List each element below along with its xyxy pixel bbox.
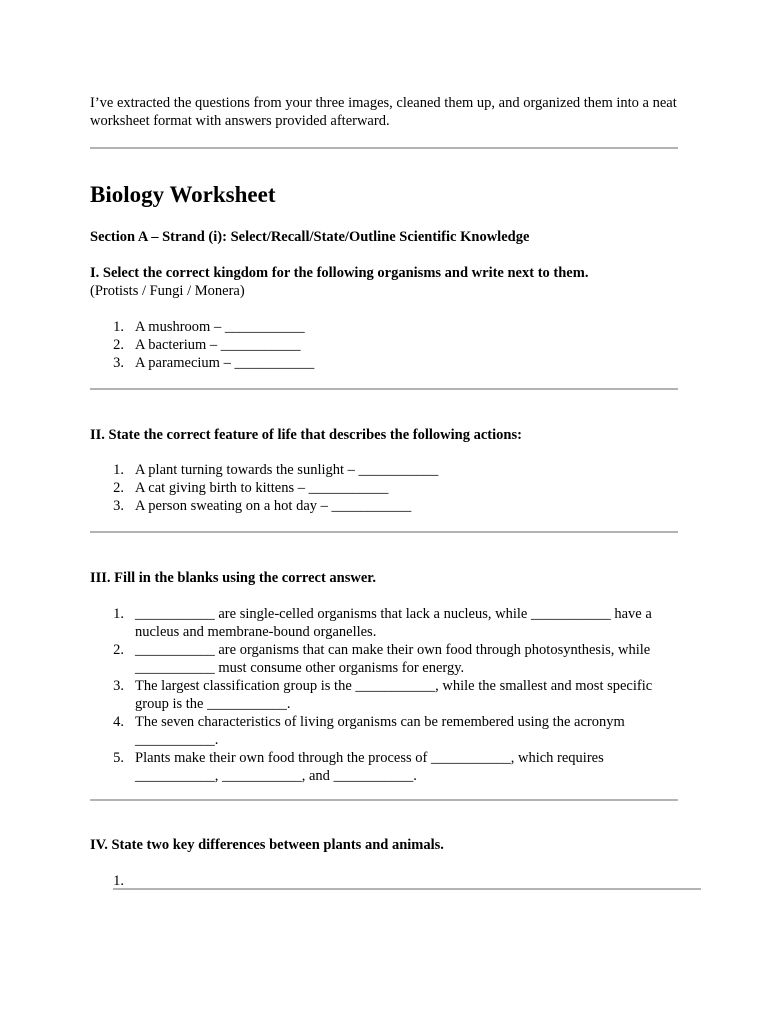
question-3-list (90, 605, 678, 785)
list-item: 3. A person sweating on a hot day – ___________ (113, 498, 412, 514)
question-2-heading: II. State the correct feature of life that describes the following actions: (90, 427, 522, 443)
list-item: 2. ___________ are organisms that can make their own food through photosynthesis, while ___________ must consume other organisms for energy. (113, 642, 651, 676)
list-item: 2. A cat giving birth to kittens – ___________ (113, 480, 389, 496)
question-2-list (90, 461, 678, 515)
divider (90, 531, 678, 533)
list-item: 1. A plant turning towards the sunlight – ___________ (113, 462, 439, 478)
question-1-heading: I. Select the correct kingdom for the following organisms and write next to them. (90, 265, 589, 281)
question-1-options: (Protists / Fungi / Monera) (90, 283, 245, 299)
question-3-heading: III. Fill in the blanks using the correct answer. (90, 570, 376, 586)
list-item: 2. A bacterium – ___________ (113, 337, 301, 353)
divider (90, 147, 678, 149)
page-title: Biology Worksheet (90, 182, 276, 207)
section-heading: Section A – Strand (i): Select/Recall/State/Outline Scientific Knowledge (90, 229, 530, 245)
question-1-list (90, 318, 678, 372)
list-item: 1. ___________ are single-celled organisms that lack a nucleus, while ___________ have a nucleus and membrane-bound organelles. (113, 606, 652, 640)
answer-line (113, 888, 701, 890)
list-item: 4. The seven characteristics of living organisms can be remembered using the acronym ___________. (113, 714, 625, 748)
list-item: 5. Plants make their own food through the process of ___________, which requires ___________, ___________, and ___________. (113, 750, 604, 784)
divider (90, 388, 678, 390)
intro-text: I’ve extracted the questions from your three images, cleaned them up, and organized them into a neat worksheet format with answers provided afterward. (90, 95, 677, 129)
list-item: 3. The largest classification group is the ___________, while the smallest and most specific group is the ___________. (113, 678, 653, 712)
question-4-heading: IV. State two key differences between plants and animals. (90, 837, 444, 853)
list-item: 3. A paramecium – ___________ (113, 355, 315, 371)
divider (90, 799, 678, 801)
list-item: 1. A mushroom – ___________ (113, 319, 305, 335)
